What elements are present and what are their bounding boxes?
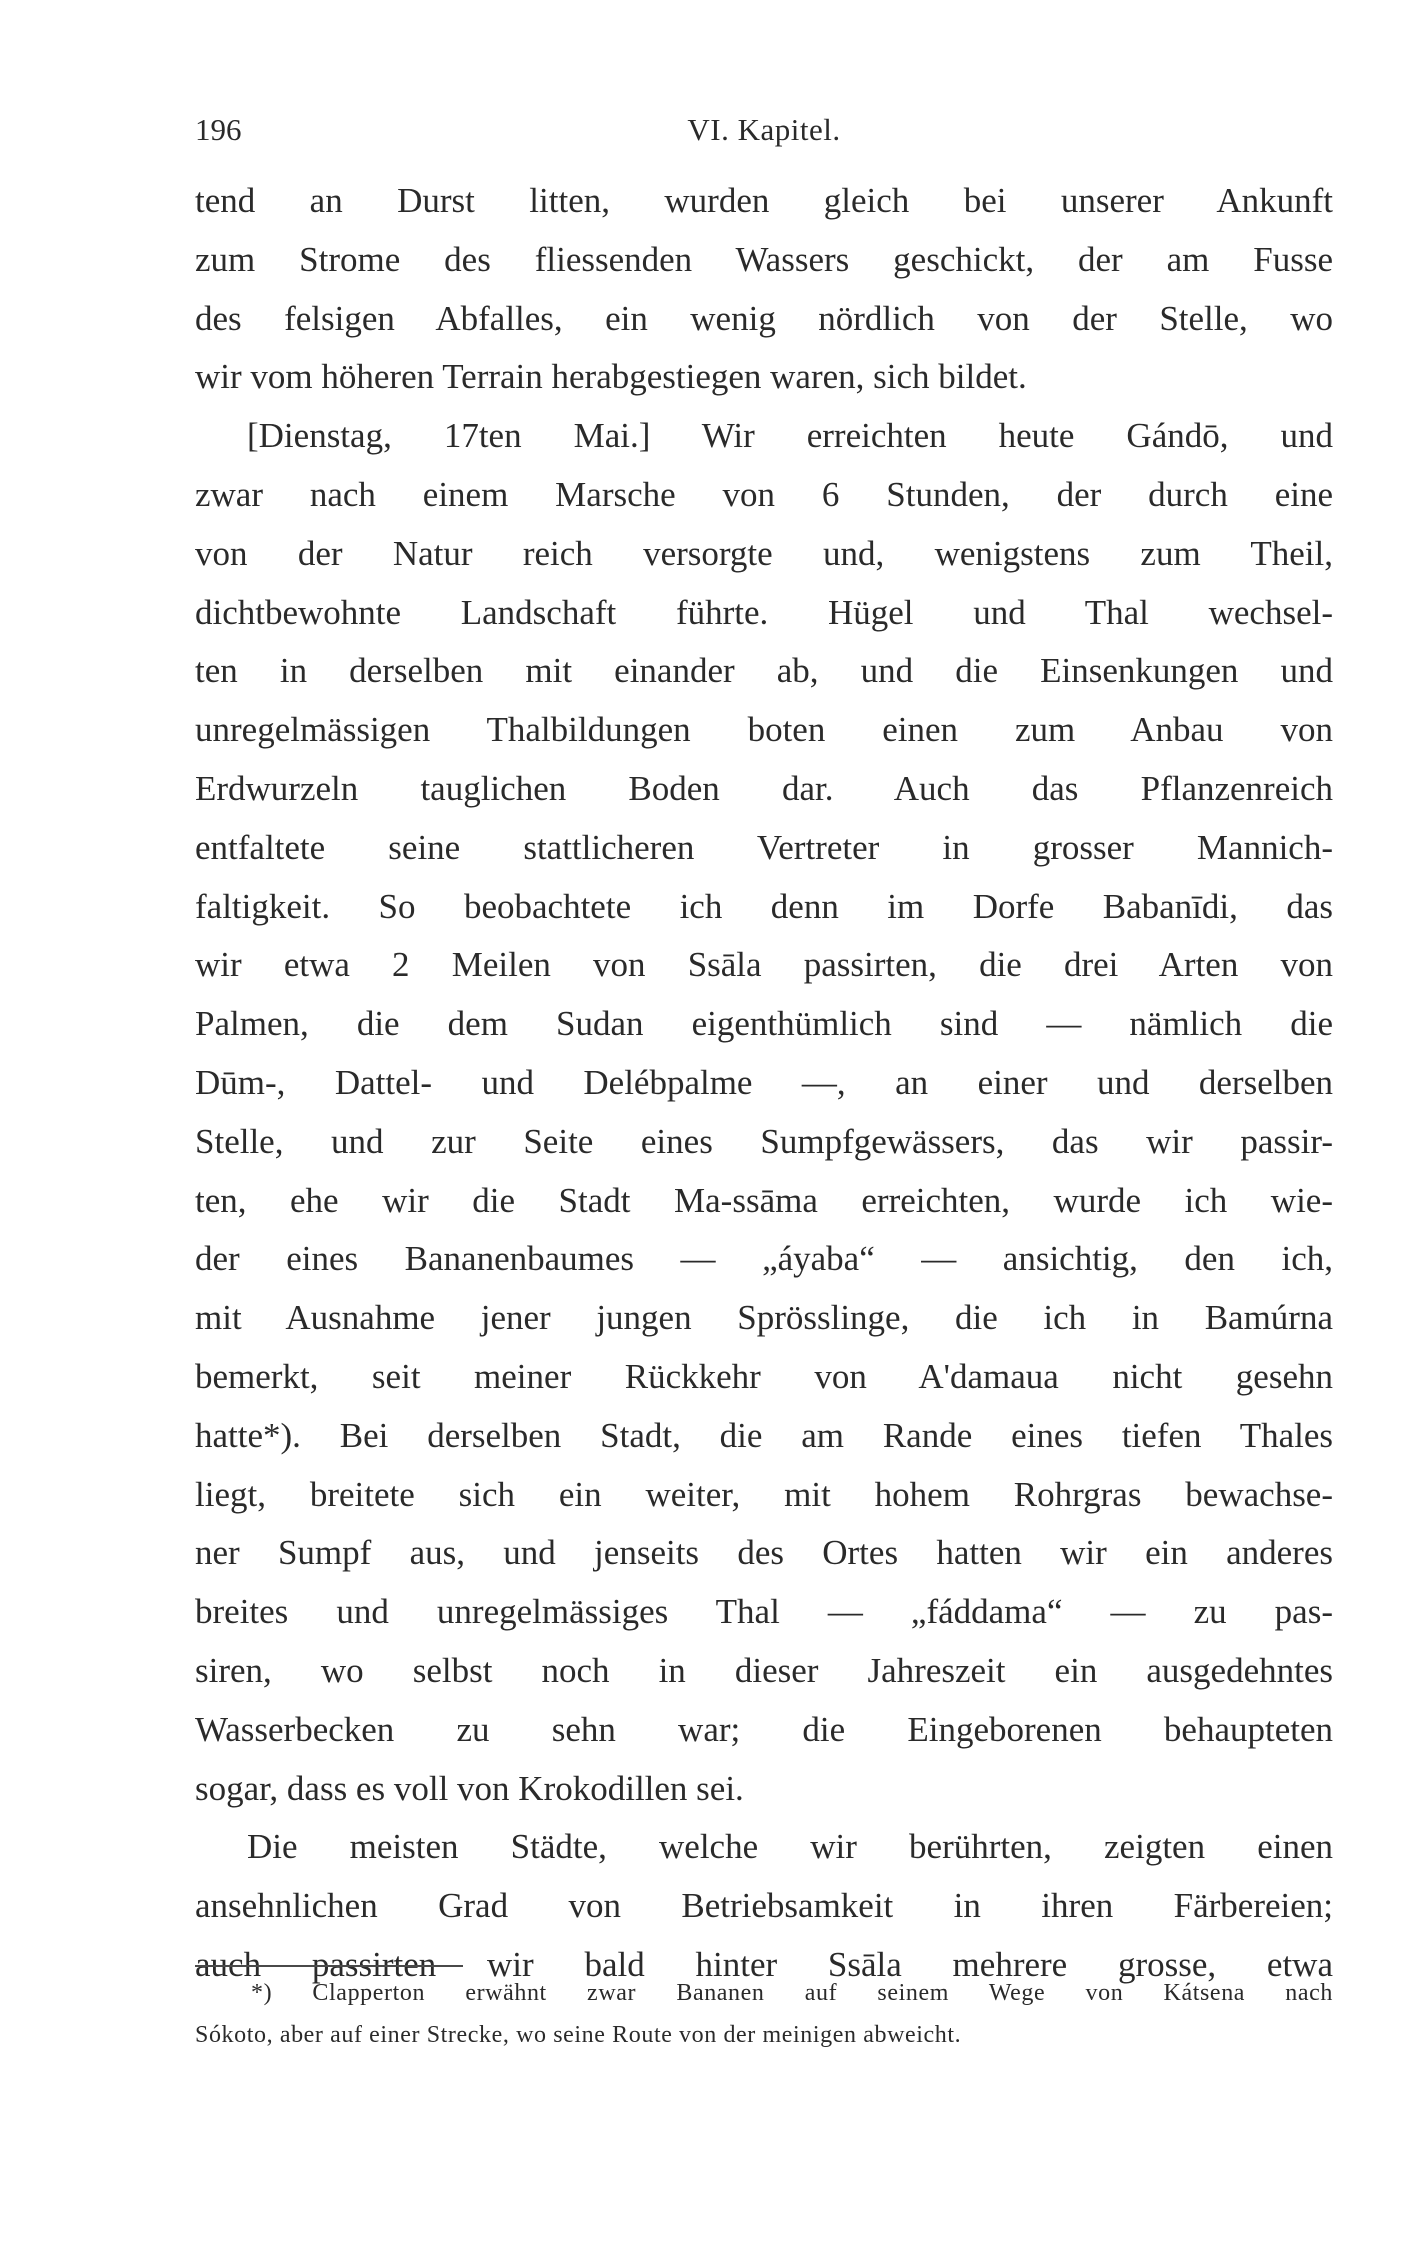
text-line: ner Sumpf aus, und jenseits des Ortes hatten wir ein anderes: [195, 1533, 1333, 1573]
text-line: Die meisten Städte, welche wir berührten, zeigten einen: [247, 1827, 1333, 1867]
text-line: zum Strome des fliessenden Wassers geschickt, der am Fusse: [195, 239, 1333, 279]
text-line: wir vom höheren Terrain herabgestiegen waren, sich bildet.: [195, 357, 1027, 397]
text-line: tend an Durst litten, wurden gleich bei unserer Ankunft: [195, 181, 1333, 220]
page-number: 196: [195, 112, 242, 147]
text-line: zwar nach einem Marsche von 6 Stunden, der durch eine: [195, 474, 1333, 514]
text-line: Dūm-, Dattel- und Delébpalme —, an einer und derselben: [195, 1062, 1333, 1102]
text-line: Stelle, und zur Seite eines Sumpfgewässers, das wir passir-: [195, 1121, 1333, 1161]
text-line: [Dienstag, 17ten Mai.] Wir erreichten heute Gándō, und: [247, 416, 1333, 456]
text-line: siren, wo selbst noch in dieser Jahreszeit ein ausgedehntes: [195, 1650, 1333, 1690]
text-line: faltigkeit. So beobachtete ich denn im Dorfe Babanīdi, das: [195, 886, 1333, 926]
text-line: ansehnlichen Grad von Betriebsamkeit in ihren Färbereien;: [195, 1886, 1333, 1926]
text-line: der eines Bananenbaumes — „áyaba“ — ansichtig, den ich,: [195, 1239, 1333, 1279]
text-line: Wasserbecken zu sehn war; die Eingeborenen behaupteten: [195, 1709, 1333, 1749]
text-line: Palmen, die dem Sudan eigenthümlich sind — nämlich die: [195, 1004, 1333, 1044]
text-line: ten, ehe wir die Stadt Ma-ssāma erreichten, wurde ich wie-: [195, 1180, 1333, 1220]
text-line: mit Ausnahme jener jungen Sprösslinge, die ich in Bamúrna: [195, 1298, 1333, 1338]
text-line: dichtbewohnte Landschaft führte. Hügel und Thal wechsel-: [195, 592, 1333, 632]
text-line: sogar, dass es voll von Krokodillen sei.: [195, 1768, 744, 1808]
footnote-line: Sókoto, aber auf einer Strecke, wo seine Route von der meinigen abweicht.: [195, 2022, 962, 2048]
footnote: [195, 1972, 1333, 2056]
chapter-heading: VI. Kapitel.: [687, 112, 841, 147]
text-line: bemerkt, seit meiner Rückkehr von A'damaua nicht gesehn: [195, 1356, 1333, 1396]
footnote-line: *) Clapperton erwähnt zwar Bananen auf seinem Wege von Kátsena nach: [251, 1980, 1333, 2006]
body-text: [195, 172, 1333, 1995]
text-line: ten in derselben mit einander ab, und die Einsenkungen und: [195, 651, 1333, 691]
text-line: von der Natur reich versorgte und, wenigstens zum Theil,: [195, 533, 1333, 573]
running-head: [195, 112, 1333, 156]
text-line: auch passirten wir bald hinter Ssāla mehrere grosse, etwa: [195, 1944, 1333, 1984]
text-line: hatte*). Bei derselben Stadt, die am Rande eines tiefen Thales: [195, 1415, 1333, 1455]
text-line: breites und unregelmässiges Thal — „fáddama“ — zu pas-: [195, 1592, 1333, 1632]
text-line: Erdwurzeln tauglichen Boden dar. Auch das Pflanzenreich: [195, 768, 1333, 808]
text-line: unregelmässigen Thalbildungen boten einen zum Anbau von: [195, 710, 1333, 750]
text-line: wir etwa 2 Meilen von Ssāla passirten, die drei Arten von: [195, 945, 1333, 985]
text-line: entfaltete seine stattlicheren Vertreter in grosser Mannich-: [195, 827, 1333, 867]
footnote-divider: [195, 1965, 463, 1967]
text-line: liegt, breitete sich ein weiter, mit hohem Rohrgras bewachse-: [195, 1474, 1333, 1514]
text-line: des felsigen Abfalles, ein wenig nördlich von der Stelle, wo: [195, 298, 1333, 338]
